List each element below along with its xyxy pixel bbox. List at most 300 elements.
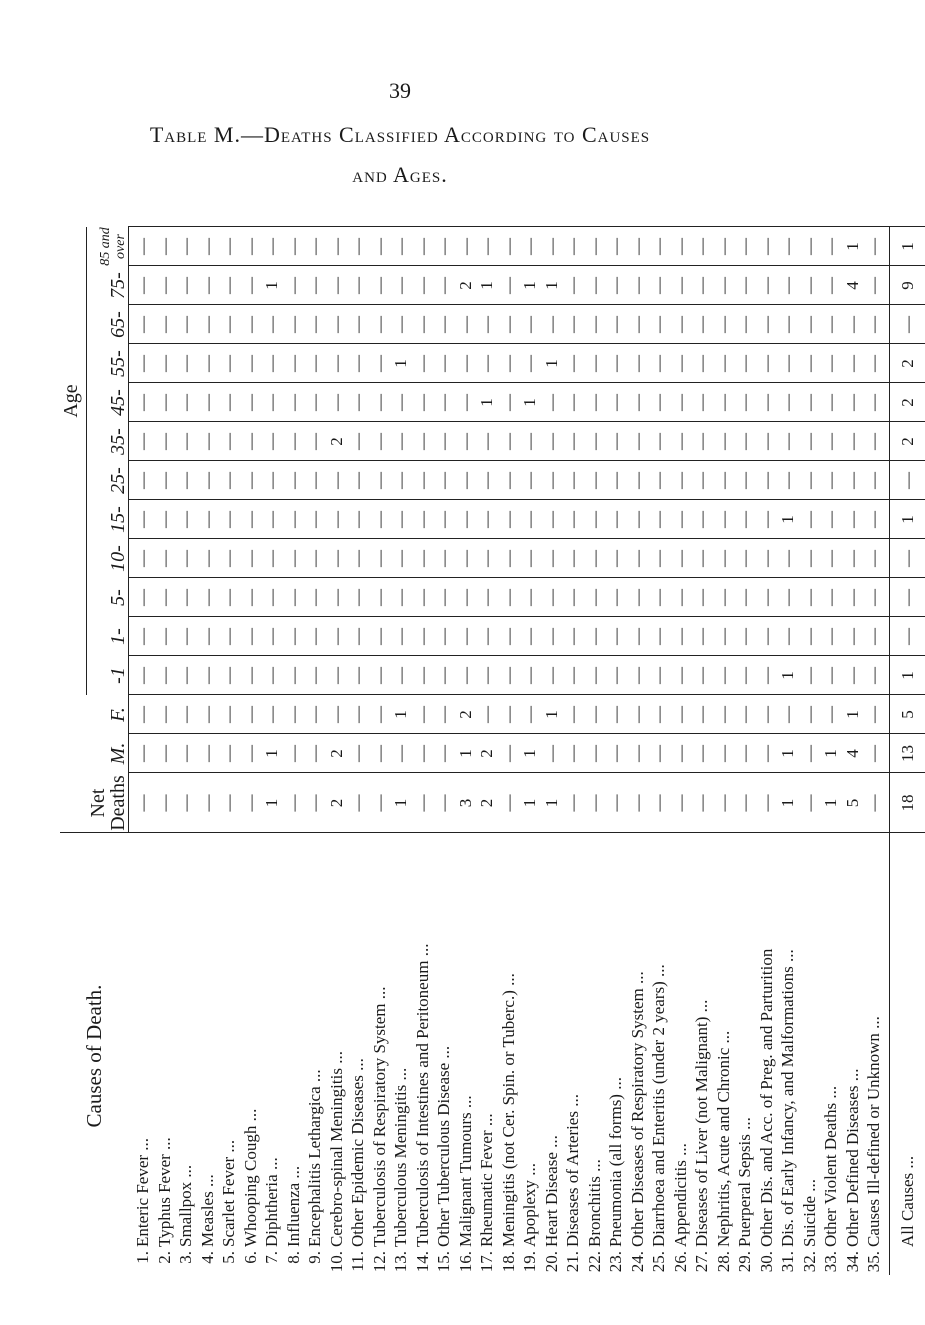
value-cell: — <box>133 316 152 333</box>
value-cell: — <box>283 511 303 528</box>
value-cell: — <box>864 667 883 684</box>
value-cell: — <box>778 277 797 294</box>
value-cell: — <box>240 316 260 333</box>
value-cell: — <box>821 433 840 450</box>
value-cell: — <box>434 394 453 411</box>
column-header-1: M. <box>107 742 129 765</box>
table-row <box>240 227 262 1275</box>
value-cell: — <box>133 238 152 255</box>
column-rule <box>128 226 925 227</box>
value-cell: — <box>283 238 303 255</box>
net-deaths-cell: — <box>692 794 711 812</box>
value-cell: — <box>498 667 518 684</box>
value-cell: — <box>649 394 668 411</box>
table-row <box>756 227 778 1275</box>
value-cell: — <box>563 394 582 411</box>
value-cell: — <box>477 472 496 489</box>
column-rule <box>128 655 925 656</box>
value-cell: — <box>197 433 217 450</box>
value-cell: — <box>498 238 518 255</box>
value-cell: — <box>606 394 625 411</box>
value-cell: — <box>154 238 174 255</box>
value-cell: — <box>326 472 346 489</box>
value-cell: — <box>369 706 389 723</box>
column-rule <box>128 304 925 305</box>
value-cell: — <box>305 550 324 567</box>
value-cell: — <box>477 511 496 528</box>
value-cell: — <box>305 706 324 723</box>
value-cell: — <box>154 706 174 723</box>
value-cell: — <box>713 394 733 411</box>
value-cell: — <box>498 511 518 528</box>
value-cell: — <box>197 667 217 684</box>
value-cell: — <box>584 238 604 255</box>
value-cell: 1 <box>842 242 862 251</box>
value-cell: — <box>369 511 389 528</box>
value-cell: — <box>756 472 776 489</box>
value-cell: — <box>498 628 518 645</box>
value-cell: — <box>219 238 238 255</box>
value-cell: — <box>412 628 432 645</box>
net-deaths-cell: — <box>670 794 690 812</box>
value-cell: — <box>864 511 883 528</box>
table-row <box>369 227 391 1275</box>
net-deaths-cell: 2 <box>477 798 496 808</box>
table-row <box>304 227 326 1275</box>
value-cell: — <box>799 745 819 762</box>
row-number: 26. <box>670 1251 690 1273</box>
value-cell: 2 <box>477 749 496 758</box>
cause-name: Whooping Cough ... <box>240 1108 260 1247</box>
net-deaths-cell: — <box>240 794 260 812</box>
value-cell: — <box>219 628 238 645</box>
value-cell: — <box>412 355 432 372</box>
value-cell: — <box>756 706 776 723</box>
value-cell: — <box>434 550 453 567</box>
table-row <box>412 227 434 1275</box>
value-cell: — <box>455 628 475 645</box>
value-cell: 1 <box>520 749 539 758</box>
value-cell: — <box>584 628 604 645</box>
value-cell: — <box>778 355 797 372</box>
value-cell: — <box>756 628 776 645</box>
table-row <box>820 227 842 1275</box>
value-cell: — <box>799 433 819 450</box>
row-number: 10. <box>326 1251 346 1273</box>
cause-name: Typhus Fever ... <box>154 1137 174 1247</box>
value-cell: — <box>627 472 647 489</box>
table-row <box>390 227 412 1275</box>
value-cell: — <box>477 238 496 255</box>
value-cell: — <box>713 355 733 372</box>
value-cell: — <box>649 628 668 645</box>
row-number: 19. <box>520 1251 539 1273</box>
value-cell: — <box>434 316 453 333</box>
value-cell: — <box>348 238 367 255</box>
value-cell: — <box>412 745 432 762</box>
value-cell: — <box>713 238 733 255</box>
age-header: Age <box>60 384 82 418</box>
value-cell: — <box>197 511 217 528</box>
value-cell: — <box>563 589 582 606</box>
net-deaths-cell: — <box>434 794 453 812</box>
value-cell: — <box>133 589 152 606</box>
value-cell: — <box>735 628 754 645</box>
value-cell: — <box>799 589 819 606</box>
row-number: 31. <box>778 1251 797 1273</box>
value-cell: — <box>391 433 410 450</box>
value-cell: — <box>133 277 152 294</box>
value-cell: — <box>756 355 776 372</box>
value-cell: — <box>434 238 453 255</box>
value-cell: — <box>154 511 174 528</box>
net-deaths-cell: 1 <box>262 798 281 808</box>
cause-name: Other Epidemic Diseases ... <box>348 1058 367 1247</box>
value-cell: — <box>412 589 432 606</box>
value-cell: — <box>477 706 496 723</box>
cause-name: Bronchitis ... <box>584 1159 604 1247</box>
value-cell: — <box>563 238 582 255</box>
cause-name: Suicide ... <box>799 1179 819 1247</box>
value-cell: — <box>606 667 625 684</box>
value-cell: — <box>627 355 647 372</box>
row-number: 35. <box>864 1251 883 1273</box>
value-cell: — <box>391 550 410 567</box>
cause-name: Other Dis. and Acc. of Preg. and Parturition <box>756 948 776 1247</box>
value-cell: — <box>133 511 152 528</box>
value-cell: — <box>154 589 174 606</box>
value-cell: — <box>735 745 754 762</box>
column-header-9: 35- <box>107 428 129 455</box>
value-cell: — <box>434 745 453 762</box>
net-deaths-cell: 5 <box>842 798 862 808</box>
value-cell: — <box>563 433 582 450</box>
value-cell: — <box>305 745 324 762</box>
table-row <box>627 227 649 1275</box>
value-cell: — <box>541 394 561 411</box>
column-header-12: 65- <box>107 311 129 338</box>
table-row <box>498 227 520 1275</box>
value-cell: — <box>498 355 518 372</box>
value-cell: — <box>563 316 582 333</box>
value-cell: — <box>240 628 260 645</box>
value-cell: — <box>520 511 539 528</box>
value-cell: — <box>584 589 604 606</box>
value-cell: — <box>133 550 152 567</box>
value-cell: — <box>692 667 711 684</box>
value-cell: — <box>713 277 733 294</box>
value-cell: — <box>799 472 819 489</box>
row-number: 33. <box>821 1251 840 1273</box>
value-cell: — <box>649 433 668 450</box>
value-cell: — <box>799 628 819 645</box>
value-cell: — <box>176 589 195 606</box>
value-cell: — <box>541 472 561 489</box>
net-deaths-cell: — <box>627 794 647 812</box>
value-cell: — <box>563 511 582 528</box>
table-row <box>154 227 176 1275</box>
value-cell: — <box>348 550 367 567</box>
value-cell: — <box>864 589 883 606</box>
table-row <box>476 227 498 1275</box>
value-cell: — <box>369 745 389 762</box>
net-deaths-cell: 3 <box>455 798 475 808</box>
cause-name: Measles ... <box>197 1174 217 1247</box>
value-cell: — <box>154 550 174 567</box>
value-cell: — <box>563 667 582 684</box>
value-cell: — <box>649 511 668 528</box>
value-cell: — <box>154 316 174 333</box>
value-cell: — <box>520 706 539 723</box>
row-number: 27. <box>692 1251 711 1273</box>
table-row <box>433 227 455 1275</box>
value-cell: — <box>176 667 195 684</box>
value-cell: — <box>369 667 389 684</box>
value-cell: — <box>670 277 690 294</box>
value-cell: — <box>692 355 711 372</box>
value-cell: — <box>498 433 518 450</box>
value-cell: — <box>842 433 862 450</box>
value-cell: — <box>692 433 711 450</box>
value-cell: — <box>563 472 582 489</box>
value-cell: — <box>283 628 303 645</box>
column-rule <box>128 460 925 461</box>
column-header-11: 55- <box>107 350 129 377</box>
value-cell: — <box>262 238 281 255</box>
cause-name: Dis. of Early Infancy, and Malformations ... <box>778 949 797 1247</box>
value-cell: — <box>262 706 281 723</box>
value-cell: — <box>348 316 367 333</box>
table-row <box>132 227 154 1275</box>
value-cell: — <box>477 550 496 567</box>
value-cell: — <box>133 706 152 723</box>
value-cell: — <box>176 277 195 294</box>
cause-name: Diarrhoea and Enteritis (under 2 years) ... <box>649 964 668 1247</box>
value-cell: — <box>498 472 518 489</box>
value-cell: — <box>154 628 174 645</box>
value-cell: — <box>649 472 668 489</box>
value-cell: — <box>305 316 324 333</box>
value-cell: — <box>412 277 432 294</box>
value-cell: — <box>326 394 346 411</box>
value-cell: — <box>756 316 776 333</box>
value-cell: — <box>520 628 539 645</box>
value-cell: — <box>541 667 561 684</box>
value-cell: — <box>305 433 324 450</box>
value-cell: — <box>498 745 518 762</box>
net-deaths-cell: — <box>864 794 883 812</box>
row-number: 4. <box>197 1251 217 1264</box>
row-number: 32. <box>799 1251 819 1273</box>
cause-name: Puerperal Sepsis ... <box>735 1117 754 1247</box>
cause-name: Malignant Tumours ... <box>455 1095 475 1247</box>
page-number: 39 <box>389 78 411 103</box>
value-cell: — <box>240 745 260 762</box>
value-cell: — <box>219 745 238 762</box>
value-cell: — <box>498 706 518 723</box>
table-row <box>541 227 563 1275</box>
value-cell: 1 <box>477 281 496 290</box>
value-cell: — <box>434 667 453 684</box>
total-divider <box>889 227 890 1275</box>
value-cell: — <box>821 394 840 411</box>
value-cell: — <box>713 316 733 333</box>
value-cell: — <box>692 628 711 645</box>
value-cell: — <box>498 589 518 606</box>
value-cell: — <box>756 394 776 411</box>
value-cell: — <box>649 238 668 255</box>
column-rule <box>128 382 925 383</box>
column-rule <box>128 616 925 617</box>
total-value-cell: 9 <box>897 281 917 290</box>
value-cell: — <box>735 277 754 294</box>
value-cell: — <box>584 433 604 450</box>
net-deaths-cell: — <box>154 794 174 812</box>
value-cell: — <box>735 511 754 528</box>
value-cell: — <box>348 394 367 411</box>
value-cell: — <box>799 667 819 684</box>
row-number: 25. <box>649 1251 668 1273</box>
value-cell: — <box>735 472 754 489</box>
value-cell: — <box>154 433 174 450</box>
net-deaths-cell: 2 <box>326 798 346 808</box>
value-cell: 4 <box>842 749 862 758</box>
value-cell: — <box>305 589 324 606</box>
value-cell: — <box>584 472 604 489</box>
net-deaths-cell: — <box>584 794 604 812</box>
value-cell: — <box>219 472 238 489</box>
value-cell: — <box>627 238 647 255</box>
value-cell: — <box>262 628 281 645</box>
value-cell: — <box>391 238 410 255</box>
value-cell: — <box>713 472 733 489</box>
value-cell: — <box>477 628 496 645</box>
value-cell: — <box>606 628 625 645</box>
value-cell: — <box>584 667 604 684</box>
value-cell: 1 <box>391 710 410 719</box>
value-cell: — <box>692 316 711 333</box>
value-cell: — <box>240 589 260 606</box>
value-cell: — <box>864 238 883 255</box>
value-cell: — <box>563 277 582 294</box>
value-cell: — <box>627 511 647 528</box>
column-rule <box>128 733 925 734</box>
table-row <box>691 227 713 1275</box>
value-cell: — <box>412 511 432 528</box>
value-cell: — <box>219 706 238 723</box>
value-cell: — <box>348 706 367 723</box>
value-cell: — <box>520 472 539 489</box>
value-cell: — <box>391 745 410 762</box>
value-cell: — <box>541 745 561 762</box>
value-cell: — <box>606 316 625 333</box>
value-cell: — <box>348 667 367 684</box>
value-cell: — <box>713 706 733 723</box>
value-cell: — <box>176 628 195 645</box>
value-cell: — <box>262 433 281 450</box>
value-cell: — <box>584 394 604 411</box>
value-cell: — <box>348 511 367 528</box>
total-value-cell: 13 <box>897 745 917 762</box>
cause-name: Tuberculous Meningitis ... <box>391 1067 410 1247</box>
cause-name: Tuberculosis of Intestines and Peritoneum ... <box>412 943 432 1247</box>
value-cell: — <box>283 472 303 489</box>
value-cell: — <box>735 667 754 684</box>
value-cell: — <box>627 433 647 450</box>
value-cell: — <box>584 277 604 294</box>
value-cell: — <box>692 511 711 528</box>
value-cell: — <box>154 355 174 372</box>
value-cell: — <box>240 433 260 450</box>
net-deaths-cell: — <box>133 794 152 812</box>
table-row <box>605 227 627 1275</box>
value-cell: — <box>627 667 647 684</box>
value-cell: — <box>584 706 604 723</box>
value-cell: — <box>176 433 195 450</box>
row-number: 17. <box>477 1251 496 1273</box>
value-cell: — <box>434 589 453 606</box>
value-cell: — <box>670 589 690 606</box>
value-cell: — <box>670 550 690 567</box>
column-header-8: 25- <box>107 467 129 494</box>
value-cell: — <box>326 355 346 372</box>
value-cell: — <box>735 238 754 255</box>
row-number: 13. <box>391 1251 410 1273</box>
value-cell: — <box>606 511 625 528</box>
value-cell: — <box>606 433 625 450</box>
value-cell: — <box>735 550 754 567</box>
value-cell: — <box>455 667 475 684</box>
cause-name: Smallpox ... <box>176 1164 195 1247</box>
value-cell: — <box>326 511 346 528</box>
value-cell: — <box>133 394 152 411</box>
value-cell: — <box>455 433 475 450</box>
value-cell: 1 <box>455 749 475 758</box>
table-row <box>777 227 799 1275</box>
value-cell: — <box>649 706 668 723</box>
value-cell: — <box>219 355 238 372</box>
value-cell: — <box>821 277 840 294</box>
row-number: 7. <box>262 1251 281 1264</box>
causes-header: Causes of Death. <box>82 984 106 1128</box>
value-cell: — <box>842 472 862 489</box>
value-cell: — <box>455 238 475 255</box>
value-cell: — <box>584 550 604 567</box>
row-number: 12. <box>369 1251 389 1273</box>
value-cell: — <box>692 238 711 255</box>
net-deaths-cell: — <box>219 794 238 812</box>
value-cell: — <box>455 589 475 606</box>
value-cell: — <box>713 589 733 606</box>
cause-name: Causes Ill-defined or Unknown ... <box>864 1016 883 1247</box>
cause-name: Nephritis, Acute and Chronic ... <box>713 1030 733 1247</box>
value-cell: — <box>283 316 303 333</box>
value-cell: — <box>326 550 346 567</box>
value-cell: — <box>133 433 152 450</box>
value-cell: — <box>778 589 797 606</box>
cause-name: Other Diseases of Respiratory System ... <box>627 971 647 1247</box>
value-cell: — <box>477 589 496 606</box>
value-cell: — <box>455 355 475 372</box>
value-cell: 1 <box>520 281 539 290</box>
net-deaths-cell: — <box>369 794 389 812</box>
value-cell: — <box>197 394 217 411</box>
value-cell: — <box>735 706 754 723</box>
table-row <box>175 227 197 1275</box>
value-cell: — <box>326 277 346 294</box>
value-cell: — <box>563 706 582 723</box>
value-cell: — <box>520 316 539 333</box>
